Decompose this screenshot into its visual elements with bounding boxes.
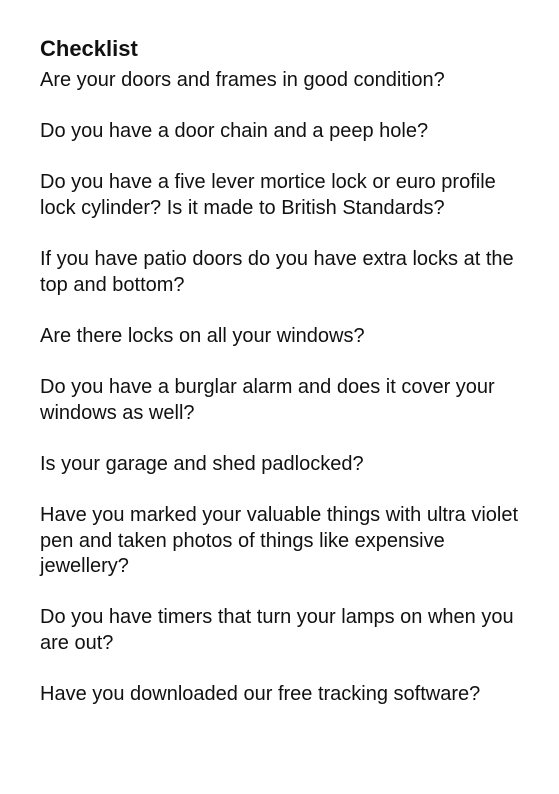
checklist-item: Do you have a five lever mortice lock or euro profile lock cylinder? Is it made to British Standards? (40, 171, 496, 219)
checklist-item: Do you have timers that turn your lamps on when you are out? (40, 606, 514, 655)
checklist-items (40, 68, 530, 708)
checklist-item: Is your garage and shed padlocked? (40, 452, 364, 475)
checklist-title: Checklist (40, 36, 138, 61)
checklist-item: If you have patio doors do you have extra locks at the top and bottom? (40, 248, 514, 296)
checklist-item: Have you downloaded our free tracking software? (40, 683, 481, 706)
checklist-item: Do you have a door chain and a peep hole? (40, 120, 429, 143)
checklist-item: Are your doors and frames in good condition? (40, 69, 445, 91)
checklist-item: Have you marked your valuable things with ultra violet pen and taken photos of things like expensive jewellery? (40, 504, 519, 578)
checklist-item: Do you have a burglar alarm and does it cover your windows as well? (40, 376, 495, 424)
checklist-page (40, 36, 530, 733)
checklist-item: Are there locks on all your windows? (40, 324, 365, 347)
